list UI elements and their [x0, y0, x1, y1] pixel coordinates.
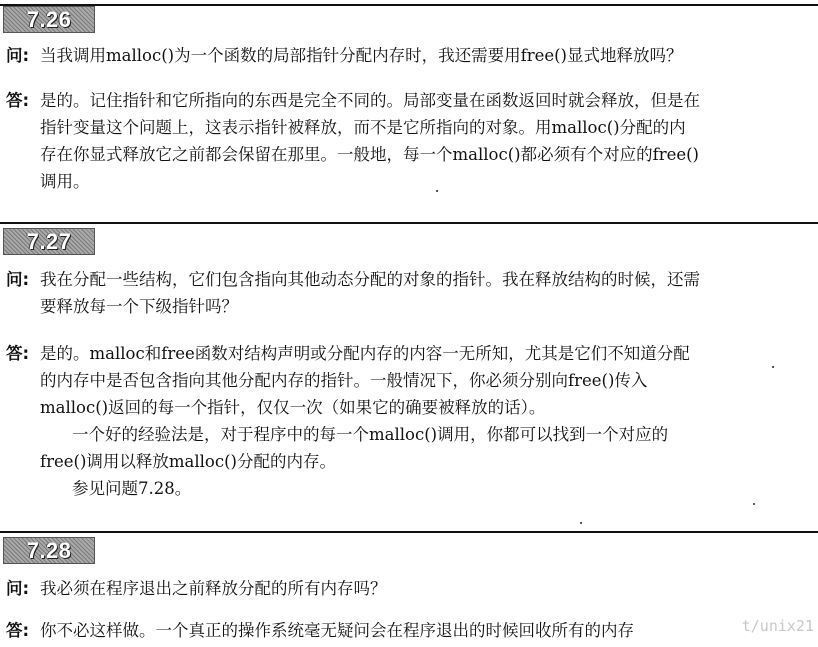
question-number: 7.26	[26, 6, 72, 32]
answer-row	[6, 87, 812, 195]
answer-line: 一个好的经验法是，对于程序中的每一个malloc()调用，你都可以找到一个对应的	[72, 425, 669, 444]
scan-speck	[580, 522, 582, 524]
answer-line: 参见问题7.28。	[72, 479, 192, 498]
question-row	[6, 266, 812, 320]
question-number: 7.28	[26, 537, 72, 563]
question-number: 7.27	[26, 228, 72, 254]
question-row	[6, 575, 812, 602]
scan-speck	[772, 366, 774, 368]
watermark: t/unix21	[741, 617, 814, 635]
question-text: 我必须在程序退出之前释放分配的所有内存吗？	[40, 579, 387, 598]
scan-speck	[753, 503, 755, 505]
answer-line: free()调用以释放malloc()分配的内存。	[40, 452, 336, 471]
answer-line: 是的。记住指针和它所指向的东西是完全不同的。局部变量在函数返回时就会释放，但是在	[40, 91, 700, 110]
answer-label: 答:	[6, 344, 30, 363]
question-number-badge	[3, 228, 95, 255]
question-line: 我在分配一些结构，它们包含指向其他动态分配的对象的指针。我在释放结构的时候，还需	[40, 270, 700, 289]
scan-speck	[436, 190, 438, 192]
question-line: 要释放每一个下级指针吗？	[40, 297, 238, 316]
answer-line: 调用。	[40, 172, 90, 191]
answer-line: malloc()返回的每一个指针，仅仅一次（如果它的确要被释放的话）。	[40, 398, 546, 417]
answer-label: 答:	[6, 621, 30, 640]
answer-label: 答:	[6, 91, 30, 110]
section-rule	[0, 531, 818, 533]
section-rule	[0, 4, 818, 6]
question-row	[6, 42, 812, 69]
answer-row	[6, 617, 812, 644]
question-number-badge	[3, 6, 95, 33]
question-label: 问:	[6, 270, 30, 289]
answer-row	[6, 340, 812, 502]
question-text: 当我调用malloc()为一个函数的局部指针分配内存时，我还需要用free()显式地释放吗？	[40, 46, 683, 65]
question-label: 问:	[6, 46, 30, 65]
answer-line: 指针变量这个问题上，这表示指针被释放，而不是它所指向的对象。用malloc()分配的内	[40, 118, 686, 137]
section-rule	[0, 222, 818, 224]
question-number-badge	[3, 537, 95, 564]
question-label: 问:	[6, 579, 30, 598]
answer-line: 存在你显式释放它之前都会保留在那里。一般地，每一个malloc()都必须有个对应的free()	[40, 145, 699, 164]
answer-line: 是的。malloc和free函数对结构声明或分配内存的内容一无所知，尤其是它们不知道分配	[40, 344, 690, 363]
answer-text: 你不必这样做。一个真正的操作系统毫无疑问会在程序退出的时候回收所有的内存	[40, 621, 634, 640]
answer-line: 的内存中是否包含指向其他分配内存的指针。一般情况下，你必须分别向free()传入	[40, 371, 648, 390]
